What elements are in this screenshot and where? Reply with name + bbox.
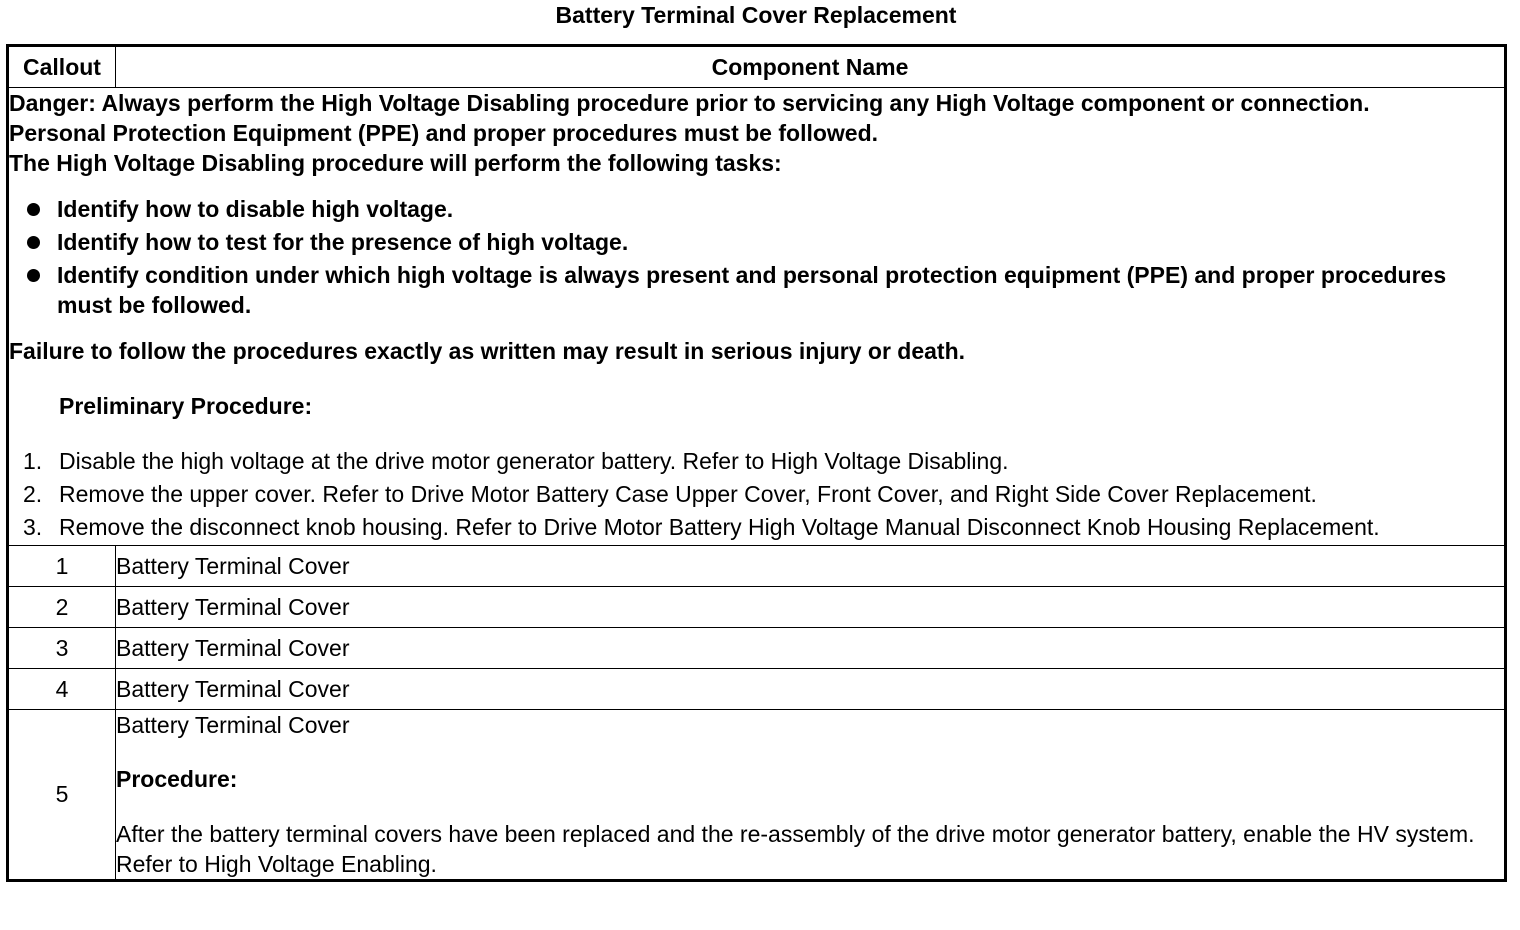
table-row [8,546,1506,587]
component-name-header: Component Name [116,46,1506,88]
step-item [9,446,1504,476]
callout-header: Callout [8,46,116,88]
table-row [8,710,1506,881]
table-header-row [8,46,1506,88]
step-number: 3. [23,514,43,540]
preliminary-heading: Preliminary Procedure: [59,393,313,419]
component-name-cell: Battery Terminal Cover [116,587,1506,628]
danger-line: Personal Protection Equipment (PPE) and proper procedures must be followed. [9,120,879,146]
component-table [6,44,1507,882]
step-text: Remove the disconnect knob housing. Refer to Drive Motor Battery High Voltage Manual Disconnect Knob Housing Replacement. [59,514,1380,540]
step-item [9,512,1504,542]
component-name-cell: Battery Terminal Cover [116,546,1506,587]
task-item: Identify how to disable high voltage. [9,194,1504,224]
callout-cell: 3 [8,628,116,669]
callout-cell: 5 [8,710,116,881]
task-item: Identify how to test for the presence of high voltage. [9,227,1504,257]
component-name-cell: Battery Terminal Cover [116,628,1506,669]
danger-notice [8,88,1506,546]
component-name: Battery Terminal Cover [116,712,350,738]
preliminary-steps [9,446,1504,542]
table-row [8,669,1506,710]
component-name-cell: Battery Terminal Cover [116,669,1506,710]
table-row [8,587,1506,628]
callout-cell: 1 [8,546,116,587]
task-list [9,194,1504,320]
step-item [9,479,1504,509]
task-item: Identify condition under which high voltage is always present and personal protection equipment (PPE) and proper procedures must be followed. [9,260,1504,320]
danger-row [8,88,1506,546]
table-row [8,628,1506,669]
component-name-cell [116,710,1506,881]
callout-cell: 4 [8,669,116,710]
step-number: 1. [23,448,43,474]
failure-warning: Failure to follow the procedures exactly as written may result in serious injury or death. [9,338,966,364]
page-title: Battery Terminal Cover Replacement [555,2,957,28]
step-text: Disable the high voltage at the drive motor generator battery. Refer to High Voltage Disabling. [59,448,1009,474]
procedure-text: After the battery terminal covers have been replaced and the re-assembly of the drive motor generator battery, enable the HV system. Refer to High Voltage Enabling. [116,821,1475,877]
procedure-heading: Procedure: [116,766,238,792]
step-number: 2. [23,481,43,507]
callout-cell: 2 [8,587,116,628]
step-text: Remove the upper cover. Refer to Drive Motor Battery Case Upper Cover, Front Cover, and Right Side Cover Replacement. [59,481,1317,507]
danger-line: Danger: Always perform the High Voltage Disabling procedure prior to servicing any High Voltage component or connection. [9,90,1370,116]
danger-line: The High Voltage Disabling procedure will perform the following tasks: [9,150,782,176]
